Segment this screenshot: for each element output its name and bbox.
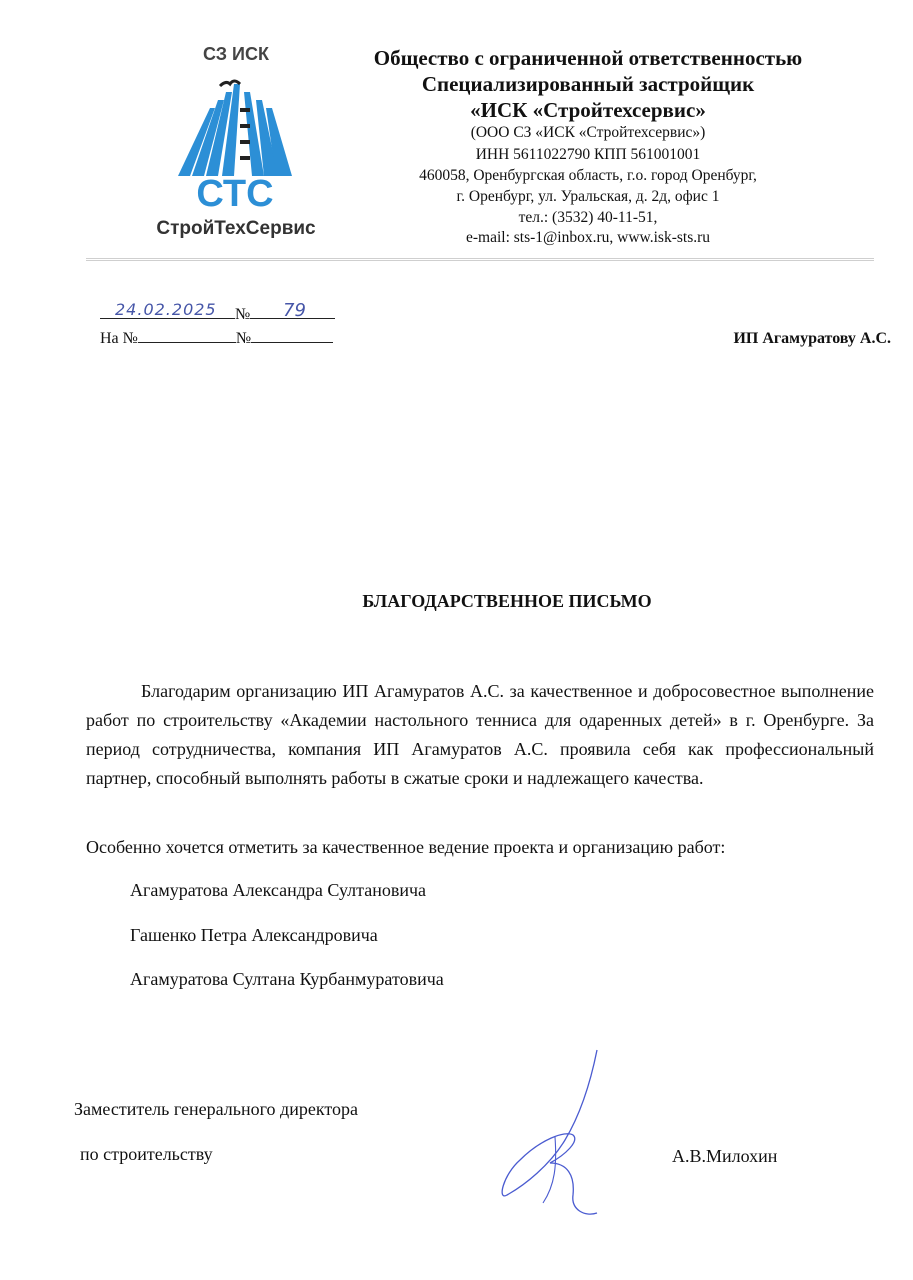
company-logo-icon xyxy=(160,78,310,210)
handwritten-number: 79 xyxy=(283,300,306,321)
header-line2: Специализированный застройщик xyxy=(421,72,755,96)
date-number-line xyxy=(100,304,335,324)
header-divider xyxy=(86,258,874,261)
reply-line xyxy=(100,328,333,348)
signatory-position-line1: Заместитель генерального директора xyxy=(74,1099,358,1119)
addressee: ИП Агамуратову А.С. xyxy=(733,330,891,347)
logo-brand-name: СтройТехСервис xyxy=(156,218,316,239)
list-item: Агамуратова Султана Курбанмуратовича xyxy=(130,969,444,989)
logo-mark-text: СТС xyxy=(196,173,274,210)
header-address2: г. Оренбург, ул. Уральская, д. 2д, офис 1 xyxy=(456,188,720,205)
handwritten-signature-icon xyxy=(495,1045,615,1225)
header-address1: 460058, Оренбургская область, г.о. город Оренбург, xyxy=(419,167,757,184)
handwritten-date: 24.02.2025 xyxy=(115,300,217,319)
document-title: БЛАГОДАРСТВЕННОЕ ПИСЬМО xyxy=(362,591,652,611)
header-line3: «ИСК «Стройтехсервис» xyxy=(470,98,706,122)
header-email-web: e-mail: sts-1@inbox.ru, www.isk-sts.ru xyxy=(465,229,711,246)
number-label: № xyxy=(235,306,251,323)
reply-number-label: № xyxy=(235,330,252,347)
list-item: Гашенко Петра Александровича xyxy=(130,925,378,945)
logo-top-text: СЗ ИСК xyxy=(203,44,269,64)
header-line1: Общество с ограниченной ответственностью xyxy=(373,46,803,70)
header-inn-kpp: ИНН 5611022790 КПП 561001001 xyxy=(475,146,701,163)
body-paragraph-2: Особенно хочется отметить за качественное ведение проекта и организацию работ: xyxy=(86,837,726,857)
signatory-name: А.В.Милохин xyxy=(672,1146,778,1166)
body-paragraph-1: Благодарим организацию ИП Агамуратов А.С. за качественное и добросовестное выполнение работ по строительству «Академии настольного тенниса для одаренных детей» в г. Оренбурге. За период сотрудничества, компания ИП Агамуратов А.С. проявила себя как профессиональный партнер, способный выполнять работы в сжатые сроки и надлежащего качества. xyxy=(86,681,874,788)
header-short-name: (ООО СЗ «ИСК «Стройтехсервис») xyxy=(470,124,706,141)
list-item: Агамуратова Александра Султановича xyxy=(130,880,427,900)
header-phone: тел.: (3532) 40-11-51, xyxy=(518,209,658,226)
reply-label: На № xyxy=(100,330,138,347)
signatory-position-line2: по строительству xyxy=(80,1144,213,1164)
